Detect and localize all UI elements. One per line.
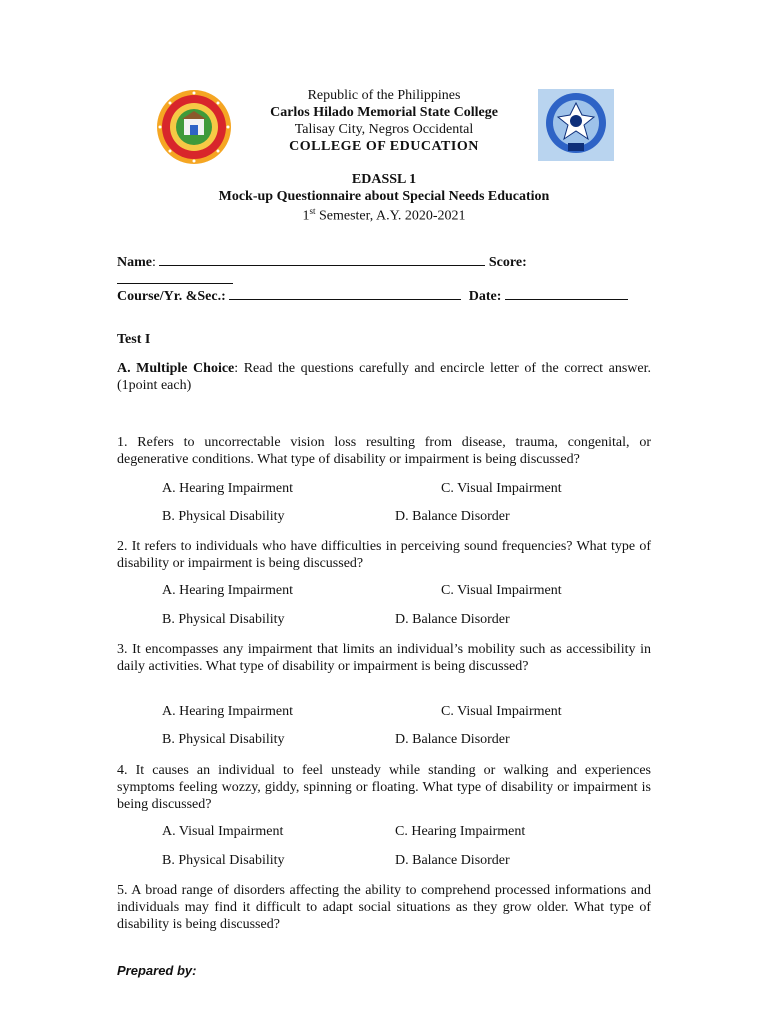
q4-choice-a[interactable]: A. Visual Impairment xyxy=(162,824,284,839)
q2-choice-b[interactable]: B. Physical Disability xyxy=(162,612,285,627)
name-row xyxy=(117,252,527,271)
q3-choice-d[interactable]: D. Balance Disorder xyxy=(395,732,510,747)
course-input-line[interactable] xyxy=(229,286,461,300)
instruction-text: : Read the questions carefully and encircle letter of the correct answer. (1point each) xyxy=(117,361,651,393)
semester-line xyxy=(0,206,768,225)
name-label: Name xyxy=(117,255,152,270)
question-2-text: 2. It refers to individuals who have difficulties in perceiving sound frequencies? What type of disability or impairment is being discussed? xyxy=(117,539,651,571)
question-4-text: 4. It causes an individual to feel unsteady while standing or walking and experiences symptoms feeling wozzy, giddy, spinning or floating. What type of disability or impairment is being discussed? xyxy=(117,763,651,812)
q2-choice-c[interactable]: C. Visual Impairment xyxy=(441,583,562,598)
college-name: Carlos Hilado Memorial State College xyxy=(270,105,498,120)
q2-choice-a[interactable]: A. Hearing Impairment xyxy=(162,583,294,598)
semester-number: 1 xyxy=(302,208,310,224)
q4-choice-b[interactable]: B. Physical Disability xyxy=(162,853,285,868)
test-heading: Test I xyxy=(117,332,151,347)
name-colon: : xyxy=(152,255,156,270)
date-label: Date: xyxy=(468,289,502,304)
q4-choice-c[interactable]: C. Hearing Impairment xyxy=(395,824,526,839)
instructions xyxy=(117,360,651,394)
q3-choice-c[interactable]: C. Visual Impairment xyxy=(441,704,562,719)
q1-choice-d[interactable]: D. Balance Disorder xyxy=(395,509,510,524)
score-input-line[interactable] xyxy=(117,270,233,284)
question-1-text: 1. Refers to uncorrectable vision loss resulting from disease, trauma, congenital, or degenerative conditions. What type of disability or impairment is being discussed? xyxy=(117,435,651,467)
q3-choice-a[interactable]: A. Hearing Impairment xyxy=(162,704,294,719)
college-location: Talisay City, Negros Occidental xyxy=(294,122,474,137)
q4-choice-d[interactable]: D. Balance Disorder xyxy=(395,853,510,868)
date-input-line[interactable] xyxy=(505,286,628,300)
q2-choice-d[interactable]: D. Balance Disorder xyxy=(395,612,510,627)
prepared-by-label: Prepared by: xyxy=(117,963,197,978)
semester-superscript: st xyxy=(309,206,316,216)
question-3-text: 3. It encompasses any impairment that limits an individual’s mobility such as accessibility in daily activities. What type of disability or impairment is being discussed? xyxy=(117,642,651,674)
score-label: Score: xyxy=(488,255,527,270)
department-name: COLLEGE OF EDUCATION xyxy=(289,139,479,154)
course-row xyxy=(117,286,628,305)
course-label: Course/Yr. &Sec.: xyxy=(117,289,226,304)
q1-choice-a[interactable]: A. Hearing Impairment xyxy=(162,481,294,496)
name-input-line[interactable] xyxy=(159,252,485,266)
semester-text: Semester, A.Y. 2020-2021 xyxy=(315,208,466,224)
instruction-label: A. Multiple Choice xyxy=(117,361,235,376)
q3-choice-b[interactable]: B. Physical Disability xyxy=(162,732,285,747)
course-code: EDASSL 1 xyxy=(351,172,417,187)
question-5-text: 5. A broad range of disorders affecting the ability to comprehend processed informations and individuals may find it difficult to adapt social situations as they grow older. What type of disability is being discussed? xyxy=(117,883,651,932)
republic-line: Republic of the Philippines xyxy=(307,88,461,103)
questionnaire-title: Mock-up Questionnaire about Special Needs Education xyxy=(218,189,550,204)
q1-choice-b[interactable]: B. Physical Disability xyxy=(162,509,285,524)
q1-choice-c[interactable]: C. Visual Impairment xyxy=(441,481,562,496)
